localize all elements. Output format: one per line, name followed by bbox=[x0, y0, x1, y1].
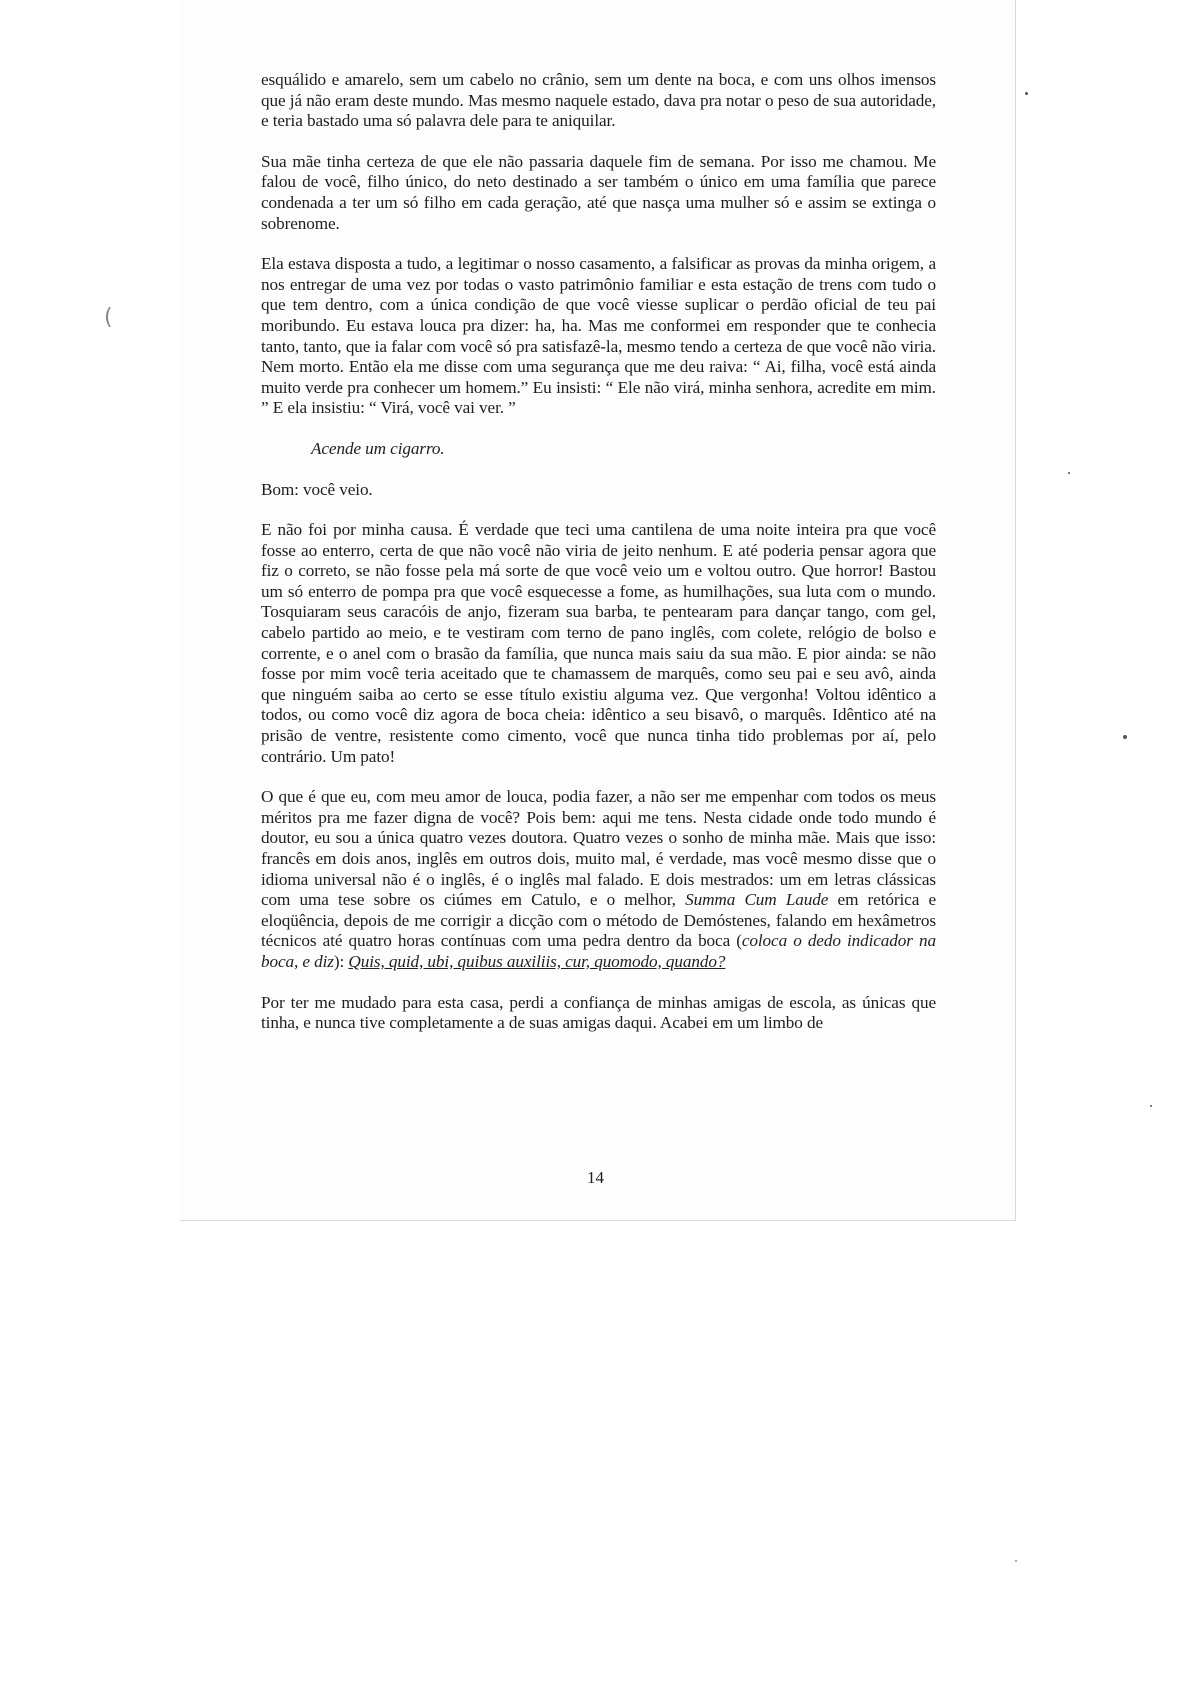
paragraph-5-part-2: em retórica e eloqüência, depois de me corrigir a dicção com o método de Demóstenes, falando em hexâmetros técnicos até quatro horas contínuas com uma pedra dentro da boca ( bbox=[261, 890, 936, 951]
paragraph-5-part-1: O que é que eu, com meu amor de louca, podia fazer, a não ser me empenhar com todos os meus méritos pra me fazer digna de você? Pois bem: aqui me tens. Nesta cidade onde todo mundo é doutor, eu sou a única quatro vezes doutora. Quatro vezes o sonho de minha mãe. Mais que isso: francês em dois anos, inglês em outros dois, muito mal, é verdade, mas você mesmo disse que o idioma universal não é o inglês, é o inglês mal falado. E dois mestrados: um em letras clássicas com uma tese sobre os ciúmes em Catulo, e o melhor, bbox=[261, 787, 936, 910]
page-number-text: 14 bbox=[587, 1168, 604, 1187]
scan-speck bbox=[1025, 92, 1028, 95]
margin-bracket-mark: ( bbox=[104, 305, 113, 330]
stage-direction: Acende um cigarro. bbox=[311, 438, 445, 458]
latin-quote: Quis, quid, ubi, quibus auxiliis, cur, quomodo, quando? bbox=[348, 951, 726, 971]
paragraph-1: esquálido e amarelo, sem um cabelo no crânio, sem um dente na boca, e com uns olhos imensos que já não eram deste mundo. Mas mesmo naquele estado, dava pra notar o peso de sua autoridade, e teria bastado uma só palavra dele para te aniquilar. bbox=[261, 70, 936, 131]
paragraph-6: Por ter me mudado para esta casa, perdi a confiança de minhas amigas de escola, as únicas que tinha, e nunca tive completamente a de suas amigas daqui. Acabei em um limbo de bbox=[261, 992, 936, 1033]
summa-cum-laude: Summa Cum Laude bbox=[685, 890, 829, 910]
page-number bbox=[0, 1168, 1191, 1188]
paragraph-4: E não foi por minha causa. É verdade que teci uma cantilena de uma noite inteira pra que você fosse ao enterro, certa de que não você não viria de jeito nenhum. E até poderia pensar agora que fiz o correto, se não fosse pela má sorte de que você veio um e voltou outro. Que horror! Bastou um só enterro de pompa pra que você esquecesse a fome, as humilhações, sua luta com o mundo. Tosquiaram seus caracóis de anjo, fizeram sua barba, te pentearam para dançar tango, com gel, cabelo partido ao meio, e te vestiram com terno de pano inglês, com colete, relógio de bolso e corrente, e o anel com o brasão da família, que nunca mais saiu da sua mão. E pior ainda: se não fosse por mim você teria aceitado que te chamassem de marquês, como seu pai e seu avô, ainda que ninguém saiba ao certo se esse título existiu alguma vez. Que vergonha! Voltou idêntico a todos, ou como você diz agora de boca cheia: idêntico a seu bisavô, o marquês. Idêntico até na prisão de ventre, resistente como cimento, você que nunca tinha tido problemas por aí, pelo contrário. Um pato! bbox=[261, 520, 936, 766]
scan-speck bbox=[1123, 735, 1127, 739]
paragraph-2: Sua mãe tinha certeza de que ele não passaria daquele fim de semana. Por isso me chamou. Me falou de você, filho único, do neto destinado a ser também o único em uma família que parece condenada a ter um só filho em cada geração, até que nasça uma mulher só e assim se extinga o sobrenome. bbox=[261, 151, 936, 233]
scan-speck bbox=[1150, 1105, 1152, 1107]
inline-stage-direction: coloca o dedo indicador na boca, e diz bbox=[261, 931, 936, 971]
scan-speck bbox=[1015, 1560, 1017, 1562]
page-body bbox=[261, 70, 936, 1054]
paragraph-5-part-3: ): bbox=[333, 951, 349, 971]
short-line: Bom: você veio. bbox=[261, 479, 373, 499]
scan-speck bbox=[1068, 472, 1070, 474]
paragraph-5 bbox=[261, 787, 936, 972]
paragraph-3: Ela estava disposta a tudo, a legitimar o nosso casamento, a falsificar as provas da minha origem, a nos entregar de uma vez por todas o vasto patrimônio familiar e esta estação de trens com tudo o que tem dentro, com a única condição de que você viesse suplicar o perdão oficial de teu pai moribundo. Eu estava louca pra dizer: ha, ha. Mas me conformei em responder que te conhecia tanto, tanto, que ia falar com você só pra satisfazê-la, mesmo tendo a certeza de que você não viria. Nem morto. Então ela me disse com uma segurança que me deu raiva: “ Ai, filha, você está ainda muito verde pra conhecer um homem.” Eu insisti: “ Ele não virá, minha senhora, acredite em mim. ” E ela insistiu: “ Virá, você vai ver. ” bbox=[261, 254, 936, 418]
